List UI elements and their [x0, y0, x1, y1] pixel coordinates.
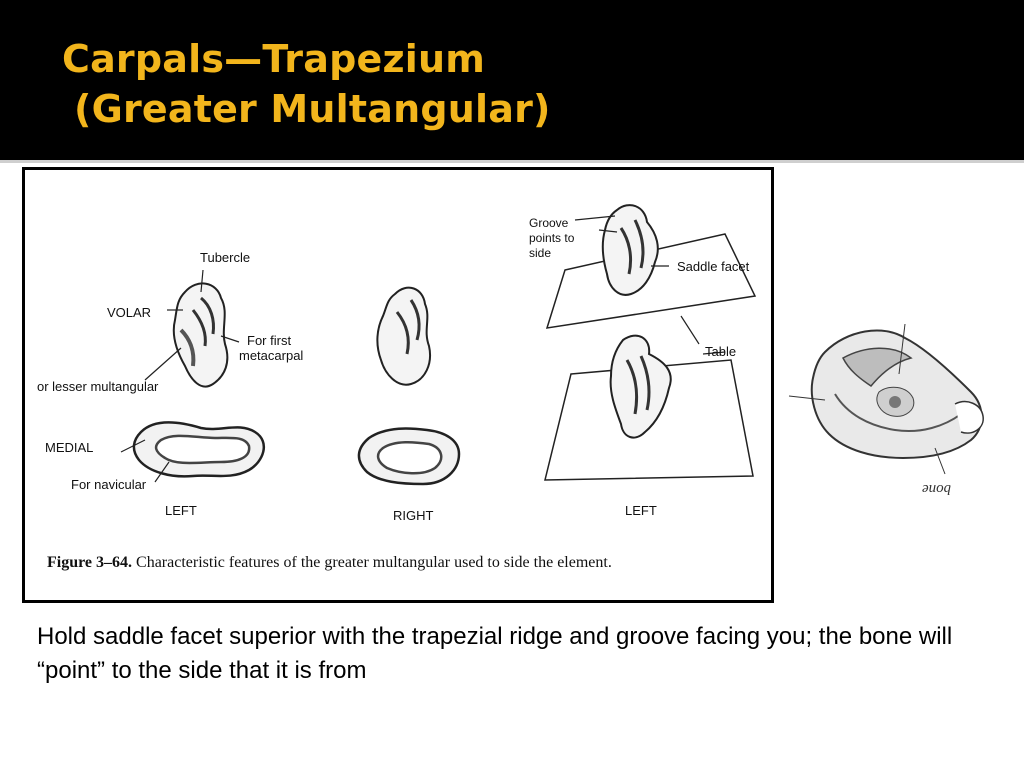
bone-groove-view	[545, 205, 755, 480]
title-divider	[0, 160, 1024, 163]
label-medial: MEDIAL	[45, 440, 94, 455]
slide-body-text: Hold saddle facet superior with the trapezial ridge and groove facing you; the bone will “point” to the side that it is from	[37, 623, 953, 684]
caption-text: Characteristic features of the greater multangular used to side the element.	[132, 554, 612, 571]
label-left-1: LEFT	[165, 503, 197, 518]
label-tubercle: Tubercle	[200, 250, 251, 265]
bone-right-volar	[377, 288, 430, 385]
label-groove-3: side	[529, 246, 552, 260]
title-bar	[0, 0, 1024, 160]
bone-left-medial	[134, 423, 264, 477]
slide-title-line1: Carpals—Trapezium	[62, 37, 486, 81]
label-volar: VOLAR	[107, 305, 152, 320]
side-figure-text: bone	[922, 481, 952, 497]
label-left-2: LEFT	[625, 503, 657, 518]
label-table: Table	[705, 344, 737, 359]
label-groove-1: Groove	[529, 216, 569, 230]
label-groove-2: points to	[529, 231, 575, 245]
figure-caption	[47, 553, 747, 572]
bone-right-medial	[359, 428, 459, 484]
figure-panel	[22, 167, 774, 603]
slide-title-line2: (Greater Multangular)	[74, 87, 551, 131]
side-bone-illustration	[785, 318, 995, 478]
label-for-navicular: For navicular	[71, 477, 147, 492]
label-metacarpal: metacarpal	[239, 348, 304, 363]
label-lesser-multangular: or lesser multangular	[37, 379, 159, 394]
label-right: RIGHT	[393, 508, 434, 523]
bone-left-volar	[174, 283, 228, 386]
label-for-first: For first	[247, 333, 292, 348]
label-saddle-facet: Saddle facet	[677, 259, 750, 274]
caption-figure-number: Figure 3–64.	[47, 554, 133, 571]
slide-title	[62, 34, 551, 134]
